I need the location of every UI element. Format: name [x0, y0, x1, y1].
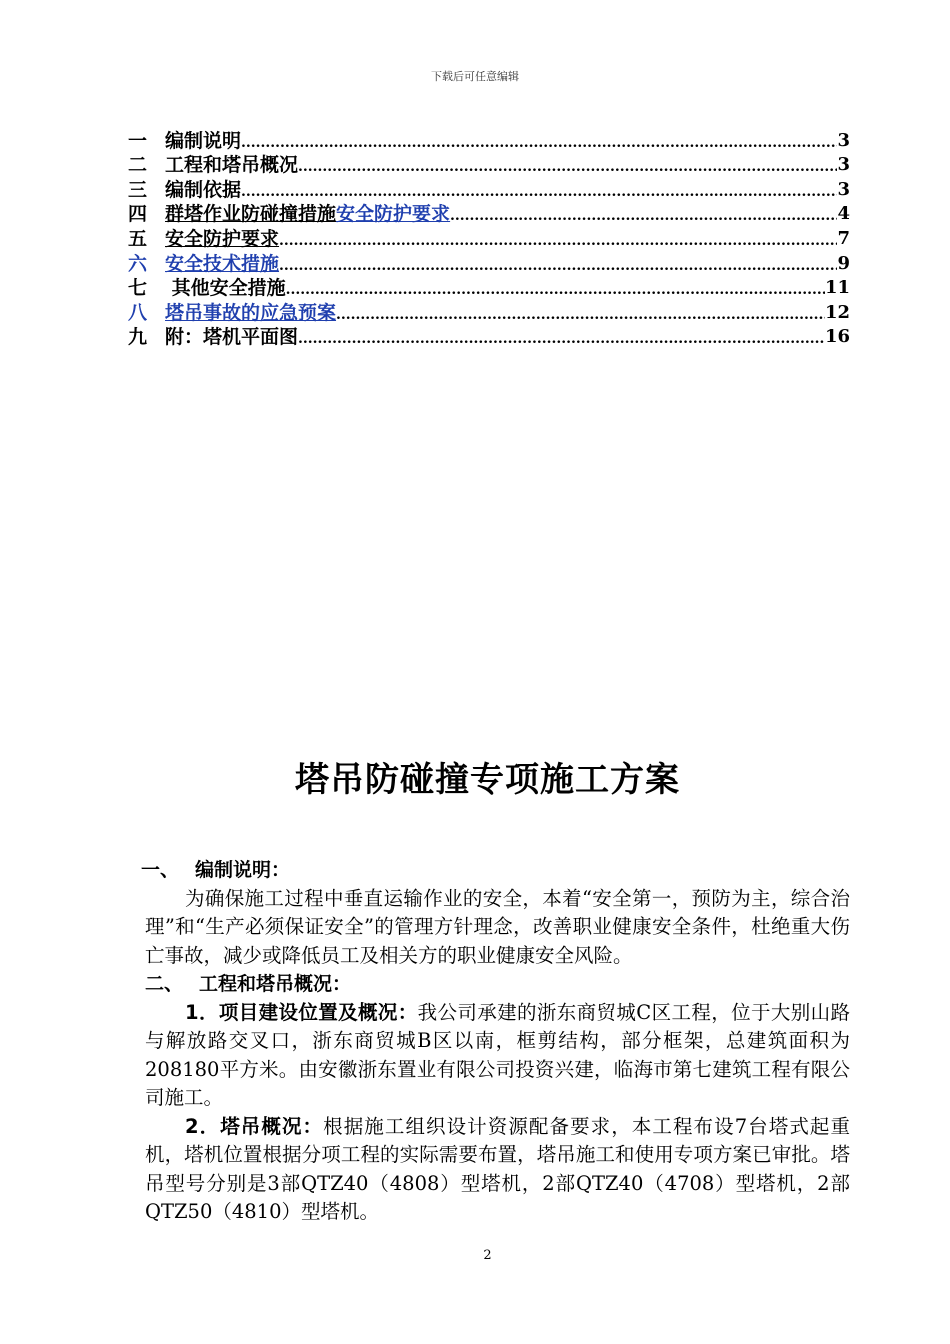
toc-number: 一 — [128, 129, 148, 152]
paragraph-text: 我公司承建的浙东商贸城C区工程，位于大别山路与解放路交叉口，浙东商贸城B区以南，框剪结构，部分框架，总建筑面积为208180平方米。由安徽浙东置业有限公司投资兴建，临海市第七建筑工程有限公司施工。 — [145, 1000, 851, 1109]
toc-page-number: 16 — [824, 326, 850, 348]
toc-title[interactable]: 塔吊事故的应急预案 — [165, 301, 337, 324]
toc-page-number: 3 — [837, 154, 850, 176]
toc-page-number: 4 — [837, 203, 850, 225]
document-title: 塔吊防碰撞专项施工方案 — [295, 760, 680, 800]
toc-title: 工程和塔吊概况 — [165, 154, 299, 177]
toc-leader — [298, 329, 825, 349]
toc-leader — [241, 133, 837, 153]
paragraph-text: 根据施工组织设计资源配备要求，本工程布设7台塔式起重机，塔机位置根据分项工程的实际需要布置，塔吊施工和使用专项方案已审批。塔吊型号分别是3部QTZ40（4808）型塔机，2部QTZ40（4708）型塔机，2部QTZ50（4810）型塔机。 — [145, 1114, 850, 1223]
toc-page-number: 9 — [837, 252, 850, 274]
section-number: 二、 — [145, 973, 184, 995]
toc-number: 七 — [128, 277, 148, 300]
toc-number: 五 — [128, 227, 148, 250]
toc-entry[interactable] — [128, 128, 850, 153]
paragraph — [145, 1113, 850, 1227]
page-header: 下载后可任意编辑 — [431, 70, 519, 83]
toc-leader — [298, 157, 837, 177]
toc-page-number: 3 — [837, 178, 850, 200]
section-number: 一、 — [141, 859, 180, 881]
section-heading — [141, 856, 850, 885]
toc-page-number: 7 — [837, 227, 850, 249]
toc-page-number: 11 — [824, 277, 850, 299]
toc-number: 六 — [128, 252, 148, 275]
toc-leader — [279, 256, 837, 276]
toc-entry[interactable] — [128, 300, 850, 325]
toc-entry[interactable] — [128, 226, 850, 251]
toc-leader — [336, 305, 825, 325]
toc-leader — [286, 280, 825, 300]
toc-entry[interactable] — [128, 177, 850, 202]
toc-leader — [241, 182, 837, 202]
toc-number: 九 — [128, 326, 148, 349]
toc-page-number: 12 — [824, 301, 850, 323]
toc-entry[interactable] — [128, 251, 850, 276]
page-number: 2 — [483, 1248, 492, 1263]
toc-number: 二 — [128, 154, 148, 177]
toc-number: 三 — [128, 178, 148, 201]
toc-title: 附：塔机平面图 — [165, 326, 299, 349]
toc-number: 四 — [128, 203, 148, 226]
toc-entry[interactable] — [128, 325, 850, 350]
toc-title: 编制依据 — [165, 178, 242, 201]
toc-page-number: 3 — [837, 129, 850, 151]
toc-title: 其他安全措施 — [165, 277, 286, 300]
toc-entry[interactable] — [128, 153, 850, 178]
toc-title[interactable]: 安全技术措施 — [165, 252, 280, 275]
paragraph: 为确保施工过程中垂直运输作业的安全，本着“安全第一，预防为主，综合治理”和“生产必须保证安全”的管理方针理念，改善职业健康安全条件，杜绝重大伤亡事故，减少或降低员工及相关方的职业健康安全风险。 — [145, 886, 850, 967]
document-body — [141, 856, 851, 1227]
table-of-contents — [128, 128, 850, 349]
toc-entry[interactable] — [128, 276, 850, 301]
paragraph-label: 1．项目建设位置及概况： — [185, 1000, 418, 1024]
section-heading — [145, 970, 850, 999]
toc-title: 安全防护要求 — [165, 227, 280, 250]
toc-leader — [450, 206, 837, 226]
toc-number: 八 — [128, 301, 148, 324]
section-title: 编制说明： — [195, 859, 291, 881]
toc-title: 编制说明 — [165, 129, 242, 152]
section-title: 工程和塔吊概况： — [199, 973, 352, 995]
toc-title: 群塔作业防碰撞措施 — [165, 203, 337, 226]
toc-leader — [279, 231, 837, 251]
toc-link[interactable]: 安全防护要求 — [336, 203, 451, 226]
paragraph-label: 2．塔吊概况： — [185, 1114, 324, 1138]
toc-entry[interactable] — [128, 202, 850, 227]
paragraph — [145, 999, 850, 1113]
